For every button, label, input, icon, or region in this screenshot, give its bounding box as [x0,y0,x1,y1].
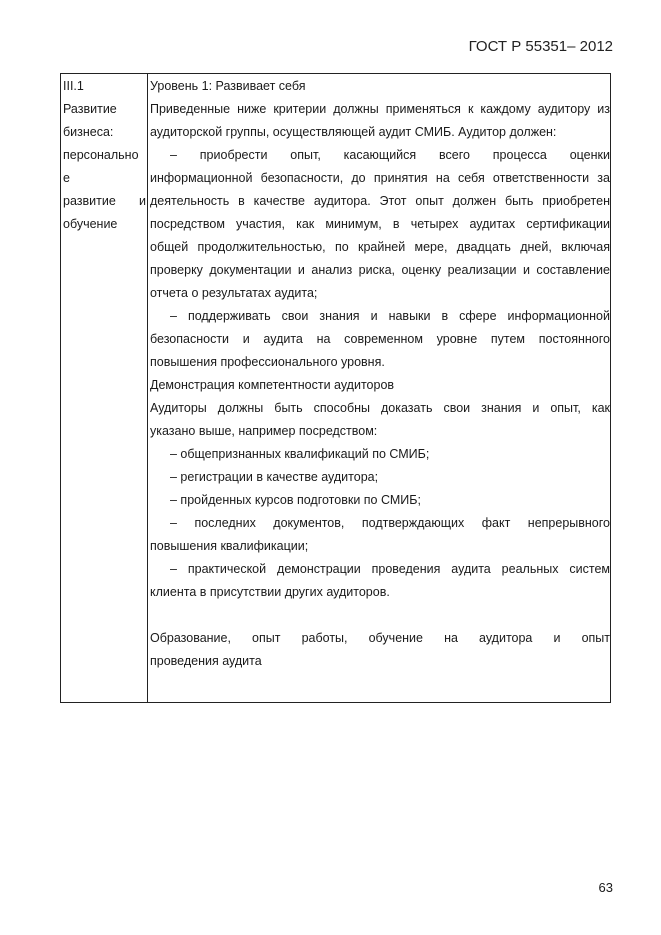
competence-code-cell [63,75,146,236]
demo-item: – общепризнанных квалификаций по СМИБ; [170,447,430,461]
demo-item: – последних документов, подтверждающих факт непрерывного [170,516,610,530]
requirement-line: повышения профессионального уровня. [150,355,385,369]
criteria-description-cell [150,75,610,673]
requirement-line: – приобрести опыт, касающийся всего процесса оценки [170,148,610,162]
requirement-line: деятельность в качестве аудитора. Этот опыт должен быть приобретен [150,194,610,208]
demo-item: – регистрации в качестве аудитора; [170,470,379,484]
standard-header: ГОСТ Р 55351– 2012 [468,38,613,55]
requirement-line: проверку документации и анализ риска, оценку реализации и составление [150,263,610,277]
education-line: Образование, опыт работы, обучение на аудитора и опыт [150,631,610,645]
left-line: е [63,171,70,185]
left-line: персонально [63,148,139,162]
demo-intro-line: указано выше, например посредством: [150,424,378,438]
criteria-table [60,73,611,703]
requirement-line: – поддерживать свои знания и навыки в сфере информационной [170,309,610,323]
column-divider [147,74,148,702]
requirement-line: общей продолжительностью, по крайней мере, двадцать дней, включая [150,240,610,254]
intro-line: Приведенные ниже критерии должны применяться к каждому аудитору из [150,102,610,116]
left-line: развитие и [63,194,146,208]
left-line: обучение [63,217,118,231]
demo-item: – практической демонстрации проведения аудита реальных систем [170,562,610,576]
requirement-line: информационной безопасности, до принятия на себя ответственности за [150,171,610,185]
education-line: проведения аудита [150,654,262,668]
requirement-line: отчета о результатах аудита; [150,286,318,300]
demo-item: – пройденных курсов подготовки по СМИБ; [170,493,421,507]
spacer [150,604,610,627]
requirement-line: безопасности и аудита на современном уровне путем постоянного [150,332,610,346]
left-line: Развитие [63,102,117,116]
left-line: III.1 [63,79,84,93]
demo-intro-line: Аудиторы должны быть способны доказать свои знания и опыт, как [150,401,610,415]
requirement-line: посредством участия, как минимум, в четырех аудитах сертификации [150,217,610,231]
demo-item: повышения квалификации; [150,539,309,553]
demo-item: клиента в присутствии других аудиторов. [150,585,390,599]
demo-heading: Демонстрация компетентности аудиторов [150,378,395,392]
page-number: 63 [598,880,613,895]
left-line: бизнеса: [63,125,114,139]
intro-line: аудиторской группы, осуществляющей аудит СМИБ. Аудитор должен: [150,125,557,139]
level-title: Уровень 1: Развивает себя [150,79,306,93]
